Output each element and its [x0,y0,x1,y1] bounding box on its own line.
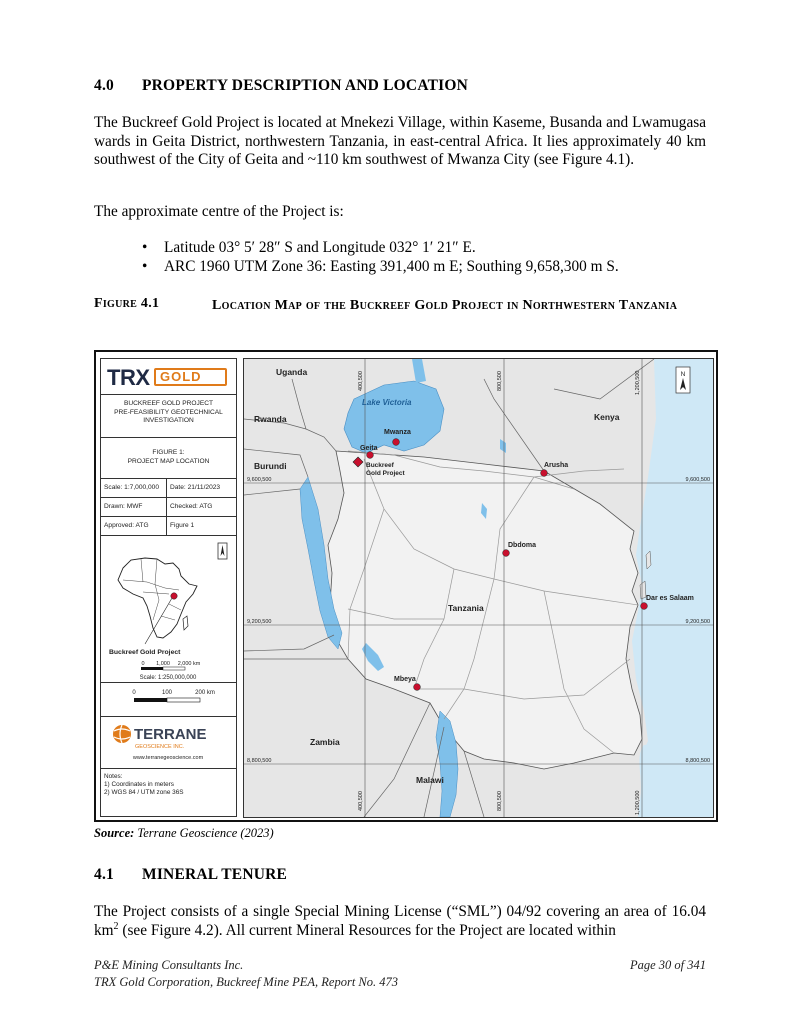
country-label: Kenya [594,412,620,422]
inset-scale-bar-light [163,667,185,670]
city-marker-dar-es-salaam [641,603,648,610]
terrane-name: TERRANE [134,726,207,743]
city-label: Geita [360,445,378,452]
madagascar-shape [183,616,188,630]
approved-cell: Approved: ATG [101,517,167,535]
terrane-logo [101,717,236,769]
inset-scale-tick: 1,000 [156,661,170,667]
section-number: 4.1 [94,866,114,883]
lake-victoria-label: Lake Victoria [362,398,412,407]
grid-label-right: 9,600,500 [685,477,710,483]
figure-number: Figure 4.1 [94,296,160,311]
map-notes [104,773,184,797]
ocean-south [638,739,713,817]
terrane-logo-graphic [101,717,236,768]
footer-report: TRX Gold Corporation, Buckreef Mine PEA, Report No. 473 [94,975,399,989]
grid-label-top: 1,200,500 [635,370,641,395]
grid-label-left: 9,600,500 [247,477,272,483]
project-line: PRE-FEASIBILITY GEOTECHNICAL [114,408,223,416]
checked-cell: Checked: ATG [170,503,213,510]
source-text: Terrane Geoscience (2023) [134,826,274,840]
country-label: Zambia [310,737,340,747]
figure-source [94,826,274,841]
project-label: Buckreef [366,462,394,469]
africa-inset-map [101,536,236,682]
grid-label-left: 8,800,500 [247,758,272,764]
main-scale-dark [134,698,167,702]
figure-label-line: FIGURE 1: [152,449,185,456]
section-number: 4.0 [94,77,114,94]
scale-cell: Scale: 1:7,000,000 [101,479,167,497]
city-label: Arusha [544,462,569,469]
logo-word: GOLD [160,369,202,384]
country-label: Uganda [276,367,308,377]
africa-inset [101,536,236,683]
project-title-block [101,395,236,438]
inset-project-label: Buckreef Gold Project [109,649,181,656]
country-label: Tanzania [448,603,484,613]
main-scale-tick: 100 [161,690,173,696]
grid-label-right: 9,200,500 [685,619,710,625]
section-heading-4-1 [94,866,287,884]
footer-company: P&E Mining Consultants Inc. [94,958,244,972]
project-line: INVESTIGATION [143,417,194,424]
paragraph-location: The Buckreef Gold Project is located at Mnekezi Village, within Kaseme, Busanda and Lwamugasa wards in Geita District, northwestern Tanzania, in east-central Africa. It lies approximately 40 km southwest of the City of Geita and ~110 km southwest of Mwanza City (see Figure 4.1). [94,114,706,169]
city-label: Mbeya [394,676,416,683]
list-item: • Latitude 03° 5′ 28″ S and Longitude 032° 1′ 21″ E. [142,238,619,257]
trx-gold-logo [101,359,236,395]
centre-coordinates-list [142,238,619,276]
grid-label-left: 9,200,500 [247,619,272,625]
notes-line: Notes: [104,773,123,780]
north-label: N [680,371,686,378]
terrane-sub: GEOSCIENCE INC. [135,744,185,750]
main-scale-bar [101,683,236,716]
terrane-globe-icon [113,725,131,743]
inset-scale-tick: 2,000 km [177,661,201,667]
figure-number-cell: Figure 1 [170,522,195,529]
tanzania-map-graphic [244,359,713,817]
city-label: Dbdoma [508,542,536,549]
main-scale-tick: 200 km [195,690,215,696]
project-line: BUCKREEF GOLD PROJECT [123,400,214,407]
list-item: • ARC 1960 UTM Zone 36: Easting 391,400 m E; Southing 9,658,300 m S. [142,257,619,276]
grid-label-right: 8,800,500 [685,758,710,764]
section-title: MINERAL TENURE [142,866,288,883]
superscript: 2 [113,920,119,932]
tenure-text-b: (see Figure 4.2). All current Mineral Resources for the Project are located within [118,921,616,939]
city-marker-mbeya [414,684,421,691]
city-marker-arusha [541,470,548,477]
scale-date-row [101,479,236,498]
paragraph-mineral-tenure [94,903,706,940]
project-label: Gold Project [366,470,405,477]
figure-label-line: PROJECT MAP LOCATION [127,457,210,465]
footer-page-number: Page 30 of 341 [629,958,706,972]
location-map-figure [94,350,718,822]
notes-line: 1) Coordinates in meters [104,781,174,788]
country-label: Rwanda [254,414,287,424]
approved-row [101,517,236,536]
main-scale-block [101,683,236,717]
tanzania-map [243,358,714,818]
drawn-checked-row [101,498,236,517]
figure-title: Location Map of the Buckreef Gold Project in Northwestern Tanzania [212,298,678,313]
country-label: Burundi [254,461,287,471]
inset-scale-tick: 0 [141,661,145,667]
tenure-text-a: The Project consists of a single Special Mining License (“SML”) 04/92 covering an area of 16.04 km [94,903,706,939]
city-label: Mwanza [384,429,411,436]
country-label: Malawi [416,775,444,785]
grid-label-top: 400,500 [358,371,364,391]
city-marker-dodoma [503,550,510,557]
grid-label-bottom: 400,500 [358,791,364,811]
logo-prefix: TRX [107,365,150,390]
drawn-cell: Drawn: MWF [101,498,167,516]
main-scale-light [167,698,200,702]
terrane-url: www.terranegeoscience.com [132,755,204,761]
grid-label-bottom: 1,200,500 [635,790,641,815]
notes-line: 2) WGS 84 / UTM zone 36S [104,789,184,796]
paragraph-centre-intro: The approximate centre of the Project is: [94,203,344,220]
figure-label-block [101,438,236,479]
section-heading-4-0 [94,77,468,95]
source-label: Source: [94,826,135,840]
page-footer [94,958,706,973]
grid-label-bottom: 800,500 [497,791,503,811]
city-marker-geita [367,452,374,459]
city-marker-mwanza [393,439,400,446]
grid-label-top: 800,500 [497,371,503,391]
city-label: Dar es Salaam [646,595,694,602]
main-scale-tick: 0 [132,690,136,696]
inset-scale-text: Scale: 1:250,000,000 [139,675,197,681]
inset-scale-bar-dark [141,667,163,670]
date-cell: Date: 21/11/2023 [170,484,221,491]
north-arrow-icon [221,545,225,556]
section-title: PROPERTY DESCRIPTION AND LOCATION [142,77,468,94]
map-title-block [100,358,237,817]
